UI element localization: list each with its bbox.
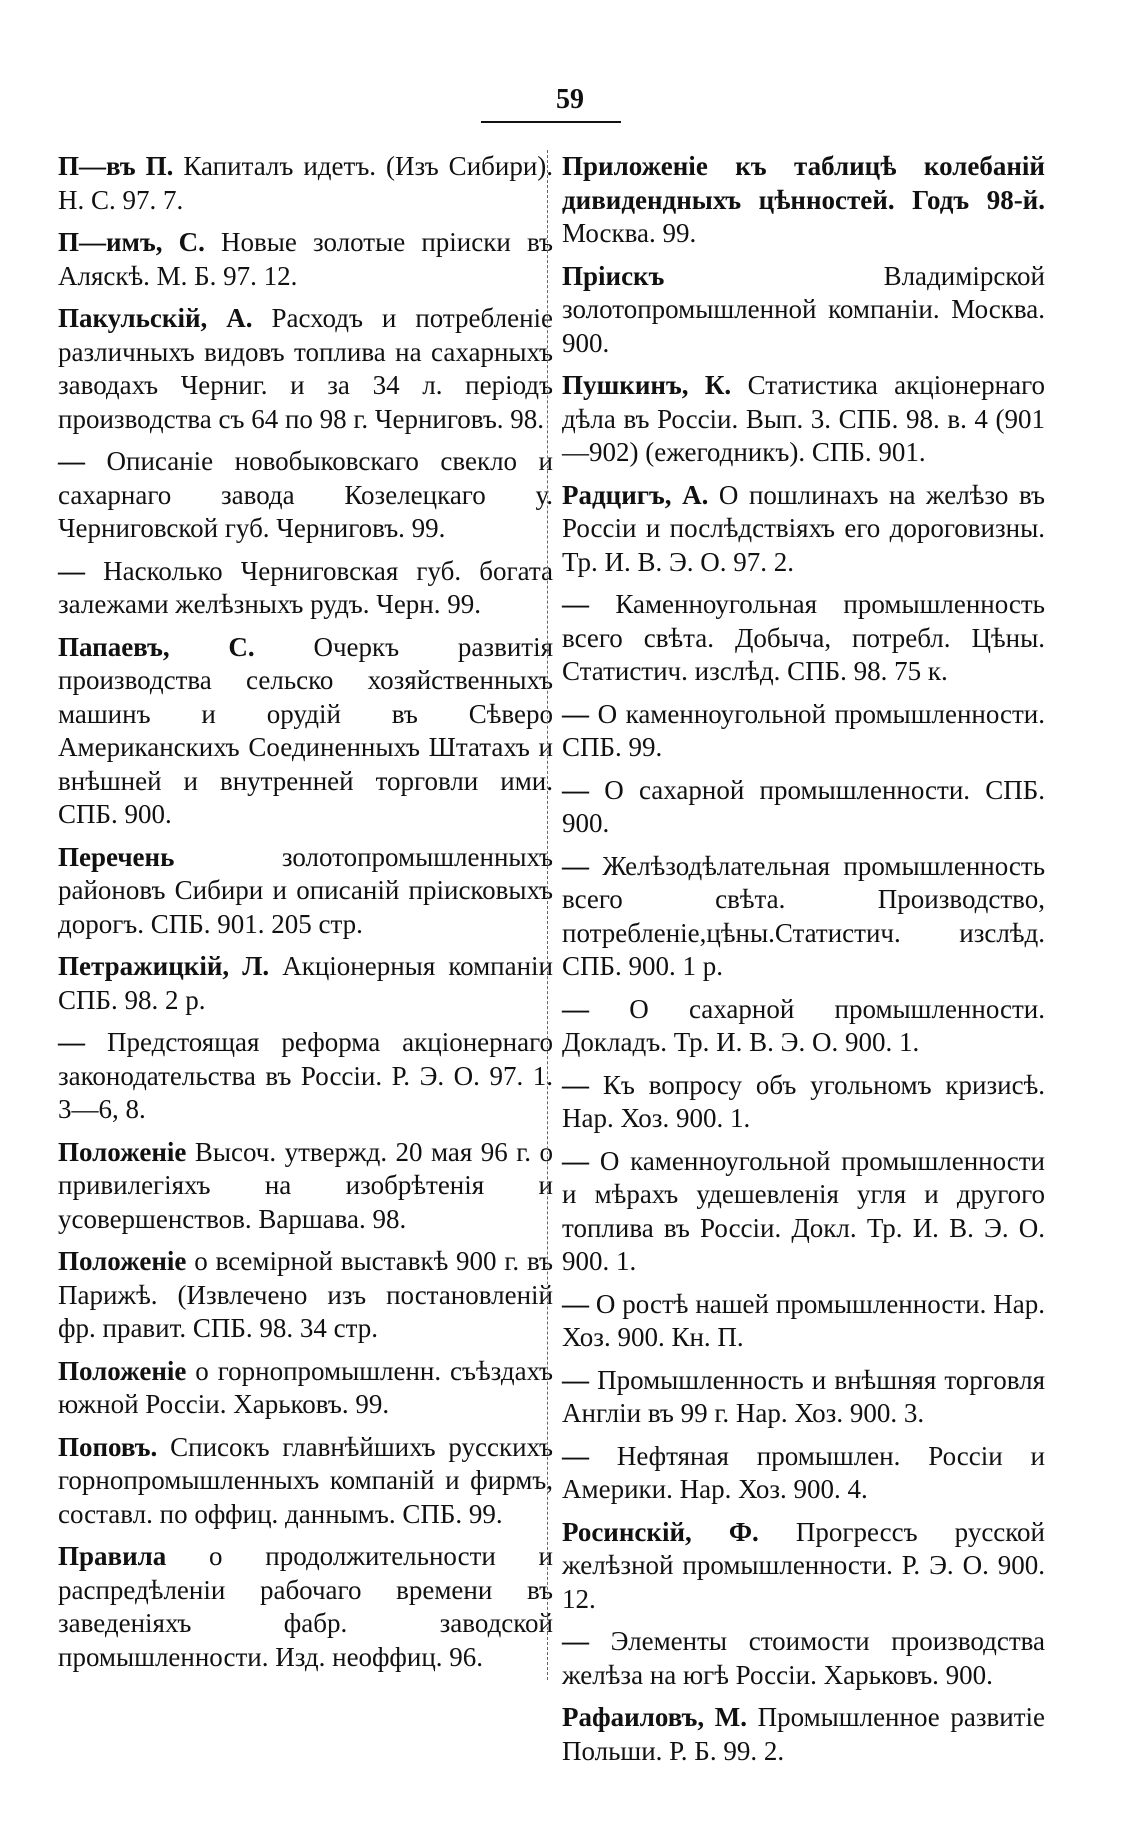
- entry-text: О каменноугольной промышленности и мѣрахъ удешевленія угля и другого топлива въ Россіи. Докл. Тр. И. В. Э. О. 900. 1.: [562, 1145, 1046, 1276]
- bibliography-entry: [562, 1701, 1045, 1768]
- bibliography-entry: [58, 1136, 553, 1237]
- ditto-dash: —: [562, 1145, 589, 1176]
- bibliography-entry: [562, 1288, 1045, 1355]
- entry-author: Правила: [58, 1541, 167, 1571]
- entry-author: Рафаиловъ, М.: [562, 1702, 747, 1732]
- ditto-dash: —: [562, 1440, 589, 1471]
- bibliography-entry: [562, 1440, 1045, 1507]
- entry-text: Къ вопросу объ угольномъ кризисѣ. Нар. Хоз. 900. 1.: [562, 1069, 1045, 1133]
- entry-text: О каменноугольной промышленности. СПБ. 99.: [562, 698, 1046, 762]
- bibliography-entry: [562, 1069, 1045, 1136]
- page-number: 59: [556, 84, 584, 115]
- bibliography-entry: [58, 1540, 553, 1674]
- entry-author: Положеніе: [58, 1246, 187, 1276]
- entry-text: О ростѣ нашей промышленности. Нар. Хоз. 900. Кн. П.: [562, 1288, 1045, 1352]
- entry-author: Поповъ.: [58, 1431, 158, 1462]
- entry-text: Промышленное развитіе Польши. Р. Б. 99. 2.: [562, 1702, 1046, 1766]
- bibliography-entry: [562, 1145, 1045, 1279]
- entry-author: Радцигъ, А.: [562, 479, 709, 510]
- entry-text: Элементы стоимости производства желѣза на югѣ Россіи. Харьковъ. 900.: [562, 1626, 1046, 1690]
- bibliography-entry: [58, 302, 553, 436]
- entry-author: Петражицкій, Л.: [58, 951, 270, 981]
- bibliography-entry: [562, 588, 1045, 689]
- entry-author: Перечень: [58, 841, 175, 872]
- bibliography-entry: [58, 1431, 553, 1532]
- ditto-dash: —: [562, 993, 589, 1024]
- entry-text: О сахарной промышленности. Докладъ. Тр. И. В. Э. О. 900. 1.: [562, 993, 1045, 1057]
- entry-text: Владимірской золотопромышленной компаніи. Москва. 900.: [562, 260, 1045, 358]
- entry-text: о продолжительности и распредѣленіи рабочаго времени въ заведеніяхъ фабр. заводской промышленности. Изд. неоффиц. 96.: [58, 1541, 553, 1672]
- bibliography-entry: [562, 698, 1045, 765]
- entry-text: Статистика акціонернаго дѣла въ Россіи. Вып. 3. СПБ. 98. в. 4 (901—902) (ежегодникъ). СПБ. 901.: [562, 370, 1046, 467]
- ditto-dash: —: [562, 589, 589, 619]
- entry-text: о горнопромышленн. съѣздахъ южной Россіи. Харьковъ. 99.: [58, 1355, 553, 1419]
- left-column: [58, 150, 553, 1683]
- bibliography-entry: [562, 1516, 1045, 1617]
- bibliography-entry: [562, 774, 1045, 841]
- bibliography-entry: [58, 150, 553, 217]
- entry-text: Капиталъ идетъ. (Изъ Сибири). Н. С. 97. 7.: [58, 151, 554, 215]
- ditto-dash: —: [58, 555, 85, 586]
- ditto-dash: —: [58, 1027, 85, 1057]
- bibliography-entry: [58, 1355, 553, 1422]
- ditto-dash: —: [562, 1069, 589, 1100]
- entry-text: Промышленность и внѣшняя торговля Англіи въ 99 г. Нар. Хоз. 900. 3.: [562, 1364, 1045, 1428]
- entry-text: Описаніе новобыковскаго свекло и сахарнаго завода Козелецкаго у. Черниговской губ. Черниговъ. 99.: [58, 446, 553, 543]
- bibliography-entry: [58, 1245, 553, 1346]
- ditto-dash: —: [562, 1626, 589, 1656]
- bibliography-entry: [58, 841, 553, 942]
- entry-text: О пошлинахъ на желѣзо въ Россіи и послѣдствіяхъ его дороговизны. Тр. И. В. Э. О. 97. 2.: [562, 479, 1046, 577]
- entry-text: Москва. 99.: [562, 218, 697, 248]
- bibliography-entry: [562, 479, 1045, 580]
- entry-text: Желѣзодѣлательная промышленность всего свѣта. Производство, потребленіе,цѣны.Статистич. изслѣд. СПБ. 900. 1 р.: [562, 850, 1046, 981]
- entry-text: Насколько Черниговская губ. богата залежами желѣзныхъ рудъ. Черн. 99.: [58, 555, 553, 619]
- entry-author: Пушкинъ, К.: [562, 370, 732, 400]
- entry-author: П—въ П.: [58, 151, 174, 181]
- bibliography-entry: [562, 1364, 1045, 1431]
- ditto-dash: —: [562, 698, 589, 729]
- entry-author: Положеніе: [58, 1136, 187, 1167]
- entry-author: П—имъ, С.: [58, 227, 205, 257]
- column-divider: [547, 150, 548, 1680]
- bibliography-entry: [562, 150, 1045, 251]
- header-rule: [481, 121, 621, 123]
- entry-text: Очеркъ развитія производства сельско хозяйственныхъ машинъ и орудій въ Сѣверо Американскихъ Соединенныхъ Штатахъ и внѣшней и внутренней торговли ими. СПБ. 900.: [58, 631, 553, 829]
- bibliography-entry: [562, 369, 1045, 470]
- ditto-dash: —: [562, 1288, 589, 1319]
- entry-text: Расходъ и потребленіе различныхъ видовъ топлива на сахарныхъ заводахъ Черниг. и за 34 л. періодъ производства съ 64 по 98 г. Черниговъ. 98.: [58, 303, 553, 434]
- entry-text: Списокъ главнѣйшихъ русскихъ горнопромышленныхъ компаній и фирмъ, составл. по оффиц. даннымъ. СПБ. 99.: [58, 1431, 553, 1529]
- entry-text: Предстоящая реформа акціонернаго законодательства въ Россіи. Р. Э. О. 97. 1. 3—6, 8.: [58, 1027, 553, 1124]
- ditto-dash: —: [562, 774, 589, 805]
- entry-author: Росинскій, Ф.: [562, 1516, 759, 1547]
- entry-text: О сахарной промышленности. СПБ. 900.: [562, 774, 1046, 838]
- bibliography-entry: [58, 226, 553, 293]
- entry-text: Прогрессъ русской желѣзной промышленности. Р. Э. О. 900. 12.: [562, 1516, 1045, 1614]
- entry-text: о всемірной выставкѣ 900 г. въ Парижѣ. (Извлечено изъ постановленій фр. правит. СПБ. 98. 34 стр.: [58, 1246, 554, 1343]
- bibliography-entry: [562, 1625, 1045, 1692]
- bibliography-entry: [58, 1026, 553, 1127]
- entry-text: Акціонерныя компаніи СПБ. 98. 2 р.: [58, 951, 553, 1015]
- entry-text: Высоч. утвержд. 20 мая 96 г. о привилегіяхъ на изобрѣтенія и усовершенствов. Варшава. 98.: [58, 1136, 553, 1234]
- entry-author: Пакульскій, А.: [58, 303, 253, 333]
- entry-text: золотопромышленныхъ районовъ Сибири и описаній пріисковыхъ дорогъ. СПБ. 901. 205 стр.: [58, 841, 553, 939]
- ditto-dash: —: [562, 850, 589, 881]
- right-column: [562, 150, 1045, 1777]
- entry-author: Пріискъ: [562, 260, 665, 291]
- bibliography-entry: [58, 555, 553, 622]
- bibliography-entry: [562, 850, 1045, 984]
- bibliography-entry: [58, 445, 553, 546]
- entry-text: Нефтяная промышлен. Россіи и Америки. Нар. Хоз. 900. 4.: [562, 1440, 1046, 1504]
- bibliography-entry: [58, 631, 553, 832]
- bibliography-entry: [562, 260, 1045, 361]
- entry-text: Каменноугольная промышленность всего свѣта. Добыча, потребл. Цѣны. Статистич. изслѣд. СПБ. 98. 75 к.: [562, 589, 1045, 686]
- entry-author: Папаевъ, С.: [58, 631, 255, 662]
- entry-author: Положеніе: [58, 1355, 187, 1386]
- ditto-dash: —: [562, 1364, 589, 1395]
- ditto-dash: —: [58, 446, 85, 476]
- entry-author: Приложеніе къ таблицѣ колебаній дивидендныхъ цѣнностей. Годъ 98-й.: [562, 151, 1045, 215]
- bibliography-entry: [58, 950, 553, 1017]
- entry-text: Новые золотые пріиски въ Аляскѣ. М. Б. 97. 12.: [58, 227, 553, 291]
- bibliography-entry: [562, 993, 1045, 1060]
